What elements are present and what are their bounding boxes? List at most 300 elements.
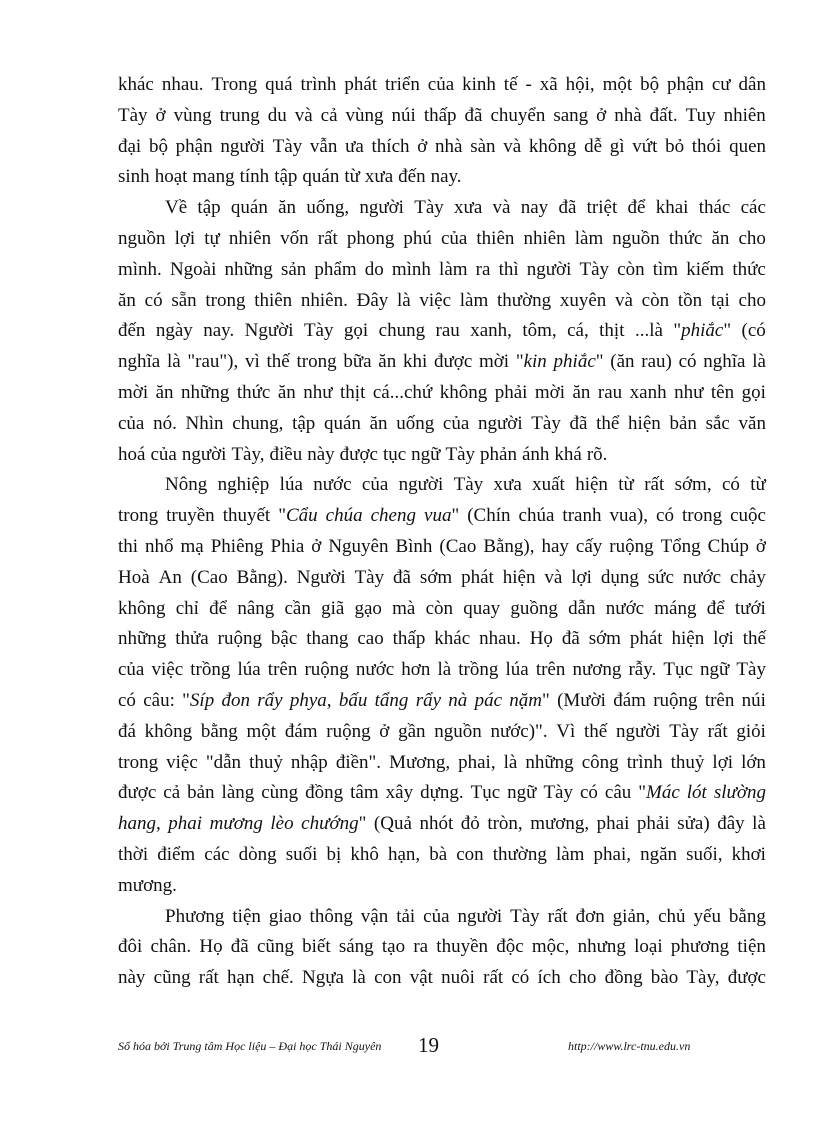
word: rất — [547, 905, 568, 927]
word: sớm, — [674, 474, 712, 496]
word: dễ — [584, 135, 603, 157]
word: thuỷ — [249, 751, 283, 773]
word: được — [118, 782, 157, 804]
word: quay — [463, 597, 501, 619]
word: bà — [429, 843, 448, 865]
word: là — [166, 351, 181, 373]
word: phải — [636, 813, 670, 835]
word: vùng — [345, 104, 384, 126]
text-line — [118, 563, 766, 594]
text-line — [118, 378, 766, 409]
word: nhiên — [723, 104, 766, 126]
word: Tục — [663, 659, 693, 681]
word: suối — [285, 843, 318, 865]
word: sản — [280, 258, 307, 280]
word: làm — [555, 843, 585, 865]
word: trình — [626, 751, 663, 773]
word: còn — [425, 597, 454, 619]
paragraph — [118, 70, 766, 193]
word: dụng — [600, 566, 639, 588]
word: lúa — [237, 659, 261, 681]
word: người — [359, 197, 404, 219]
word: truyền — [166, 505, 215, 527]
word: lèo — [270, 813, 294, 835]
word: nguồn — [612, 227, 660, 249]
word: Phia — [270, 535, 305, 557]
word: slường — [713, 782, 766, 804]
word: mạ — [180, 535, 204, 557]
word: phai — [168, 813, 203, 835]
text-line — [118, 347, 766, 378]
word: thiên — [254, 289, 293, 311]
word: ruộng — [653, 689, 698, 711]
word: điền". — [335, 751, 382, 773]
word: chảy — [730, 566, 766, 588]
text-line — [118, 532, 766, 563]
word: là — [752, 351, 766, 373]
word: Chúp — [707, 535, 749, 557]
word: mình. — [118, 258, 162, 280]
word: những — [525, 751, 574, 773]
word: điều — [269, 443, 303, 465]
word: ra — [413, 936, 429, 958]
word: ruộng — [609, 535, 654, 557]
word: chuyển — [490, 104, 546, 126]
document-body — [118, 70, 766, 994]
word: quán — [323, 412, 361, 434]
text-line — [118, 902, 766, 933]
word: người — [526, 258, 572, 280]
word: cấy — [575, 535, 603, 557]
word: trung — [219, 104, 260, 126]
word: tên — [710, 381, 735, 403]
word: văn — [738, 412, 766, 434]
word: đám — [613, 689, 646, 711]
word: thuỷ — [670, 751, 705, 773]
word: thế — [742, 628, 766, 650]
word: Tày — [118, 104, 148, 126]
text-line — [118, 440, 766, 471]
word: ngữ — [700, 659, 730, 681]
word: câu: — [143, 689, 175, 711]
word: ngữ — [411, 443, 441, 465]
word: nương — [572, 659, 622, 681]
word: người — [457, 905, 503, 927]
word: của — [423, 905, 450, 927]
word: núi — [741, 689, 766, 711]
word: ích — [537, 967, 561, 989]
word: An — [158, 566, 182, 588]
text-line — [118, 409, 766, 440]
word: nước)". — [490, 720, 548, 742]
word: lớn — [741, 751, 766, 773]
word: ngăn — [640, 843, 677, 865]
word: phiắc" — [553, 351, 604, 373]
word: hạn — [227, 967, 255, 989]
word: đã — [464, 104, 483, 126]
word: xưa — [454, 197, 483, 219]
word: (Chín — [467, 505, 511, 527]
word: ngày — [155, 320, 193, 342]
word: thịt — [599, 320, 625, 342]
word: nước — [355, 659, 395, 681]
word: Hoà — [118, 566, 150, 588]
word: thấp — [392, 628, 426, 650]
word: không — [118, 597, 166, 619]
word: cuộc — [730, 505, 766, 527]
word: Trong — [211, 74, 258, 95]
word: cả — [163, 782, 181, 804]
word: cũng — [256, 936, 294, 958]
word: biết — [302, 936, 331, 958]
word: nó. — [153, 412, 177, 434]
word: du — [267, 104, 287, 126]
paragraph — [118, 470, 766, 901]
word: như — [303, 381, 333, 403]
word: phai, — [593, 843, 631, 865]
word: Tày, — [231, 443, 265, 465]
word: "dẫn — [205, 751, 242, 773]
word: có — [656, 505, 674, 527]
word: đến — [118, 320, 146, 342]
word: đám — [284, 720, 318, 742]
word: lợi — [713, 628, 734, 650]
word: Tày — [579, 258, 610, 280]
word: trên — [535, 659, 566, 681]
word: nước — [605, 597, 645, 619]
word: khơi — [731, 843, 766, 865]
word: là — [352, 967, 366, 989]
text-line — [118, 162, 766, 193]
word: cư — [711, 74, 731, 95]
word: hang, — [118, 813, 161, 835]
word: tôm, — [522, 320, 557, 342]
page-footer — [118, 1035, 718, 1059]
word: nghiệp — [217, 474, 270, 496]
word: đã — [569, 412, 588, 434]
word: tâm — [350, 782, 379, 804]
word: ăn — [711, 227, 730, 249]
word: trong — [118, 751, 159, 773]
word: đôi — [118, 936, 143, 958]
word: của — [440, 227, 468, 249]
word: người — [477, 412, 523, 434]
word: ở — [311, 535, 322, 557]
word: kinh — [462, 74, 496, 95]
word: đon — [221, 689, 250, 711]
word: uống, — [306, 197, 350, 219]
word: như — [674, 381, 704, 403]
word: Nguyên — [328, 535, 389, 557]
word: (ăn — [610, 351, 635, 373]
word: để — [706, 597, 725, 619]
word: Phiêng — [210, 535, 264, 557]
word: thấp — [423, 104, 457, 126]
text-line — [118, 809, 766, 840]
word: có — [511, 967, 530, 989]
word: nước — [682, 566, 722, 588]
word: tục — [382, 443, 407, 465]
word: nghĩa — [703, 351, 746, 373]
word: rẩy — [415, 689, 442, 711]
word: vận — [360, 905, 389, 927]
word: làm — [459, 289, 489, 311]
word: nhiên — [228, 227, 272, 249]
text-line — [118, 594, 766, 625]
word: nay. — [203, 320, 235, 342]
word: Họ — [529, 628, 553, 650]
word: nuôi — [441, 967, 475, 989]
word: có — [678, 351, 697, 373]
word: khi — [402, 351, 428, 373]
word: quán — [230, 197, 268, 219]
word: được — [727, 967, 766, 989]
word: nhiên — [523, 227, 566, 249]
word: và — [503, 135, 522, 157]
word: đất. — [649, 104, 678, 126]
word: tập — [197, 197, 221, 219]
word: xuất — [532, 474, 565, 496]
word: "Síp — [182, 689, 215, 711]
text-line — [118, 748, 766, 779]
word: xanh — [629, 381, 667, 403]
word: chúa — [325, 505, 363, 527]
word: quen — [729, 135, 766, 157]
word: thức — [668, 227, 703, 249]
word: của — [118, 412, 145, 434]
word: người — [398, 474, 444, 496]
word: tranh — [562, 505, 602, 527]
word: tưới — [734, 597, 766, 619]
word: thích — [371, 135, 410, 157]
word: Bình — [395, 535, 433, 557]
word: Mương, — [389, 751, 451, 773]
footer-source: Số hóa bởi Trung tâm Học liệu – Đại học Thái Nguyên — [118, 1039, 382, 1053]
word: rất — [707, 720, 728, 742]
word: có — [721, 474, 740, 496]
word: Tục — [470, 782, 501, 804]
word: phẩm — [314, 258, 357, 280]
word: thuyết — [222, 505, 271, 527]
word: "Mác — [638, 782, 680, 804]
word: thì — [498, 258, 519, 280]
word: mương. — [118, 874, 177, 896]
word: thông — [309, 905, 353, 927]
text-line — [118, 963, 766, 994]
word: Phương — [165, 905, 225, 927]
text-line — [118, 932, 766, 963]
word: rau) — [641, 351, 672, 373]
word: rõ. — [586, 443, 608, 465]
word: phya, — [289, 689, 332, 711]
word: chung — [378, 320, 426, 342]
word: lợi — [174, 227, 196, 249]
word: vật — [409, 967, 433, 989]
word: người — [615, 720, 661, 742]
word: Tày — [303, 320, 334, 342]
word: xã — [539, 74, 558, 95]
word: rất — [198, 967, 219, 989]
word: và — [492, 197, 511, 219]
word: rẫy. — [628, 659, 657, 681]
word: nhau. — [161, 74, 204, 95]
word: rất — [483, 967, 504, 989]
word: cheng — [370, 505, 416, 527]
word: bỏ — [665, 135, 685, 157]
word: trình — [300, 74, 337, 95]
word: người — [181, 443, 227, 465]
word: lúa — [279, 474, 303, 496]
word: từ — [618, 474, 634, 496]
word: đỏ — [460, 813, 480, 835]
word: Tổng — [660, 535, 701, 557]
word: thức — [732, 258, 766, 280]
text-line — [118, 501, 766, 532]
word: Bằng), — [483, 535, 535, 557]
word: lợi — [571, 566, 592, 588]
word: việc — [419, 289, 452, 311]
word: nhập — [290, 751, 328, 773]
word: câu — [604, 782, 632, 804]
word: công — [581, 751, 619, 773]
word: nguồn — [434, 720, 482, 742]
word: thể — [596, 412, 620, 434]
text-line — [118, 193, 766, 224]
word: khác — [434, 628, 471, 650]
word: nặm" — [509, 689, 550, 711]
word: tạo — [381, 936, 406, 958]
word: "rau"), — [187, 351, 239, 373]
word: đã — [393, 566, 411, 588]
word: đá — [118, 720, 136, 742]
word: có — [118, 689, 136, 711]
word: mà — [392, 597, 416, 619]
word: này — [307, 443, 335, 465]
word: vùng — [173, 104, 212, 126]
word: phai, — [458, 751, 496, 773]
word: nâng — [237, 597, 275, 619]
word: thiên — [476, 227, 515, 249]
word: cho — [568, 967, 597, 989]
word: vẫn — [309, 135, 338, 157]
word: phương — [670, 936, 730, 958]
word: chúa — [518, 505, 555, 527]
word: ở — [755, 535, 766, 557]
word: xưa — [493, 474, 522, 496]
word: gì — [609, 135, 625, 157]
word: nguồn — [118, 227, 166, 249]
word: hơn — [401, 659, 431, 681]
word: thác — [698, 197, 731, 219]
word: là — [752, 813, 766, 835]
word: phản — [480, 443, 517, 465]
word: giản, — [612, 905, 651, 927]
footer-url: http://www.lrc-tnu.edu.vn — [568, 1039, 691, 1053]
word: gọi — [343, 320, 369, 342]
word: sinh — [118, 166, 150, 188]
word: làm — [574, 227, 604, 249]
word: Nhìn — [185, 412, 224, 434]
text-line — [118, 316, 766, 347]
word: chung, — [232, 412, 284, 434]
word: không — [144, 720, 193, 742]
word: bằng — [200, 720, 238, 742]
word: ăn — [378, 351, 397, 373]
text-line — [118, 717, 766, 748]
text-line — [118, 470, 766, 501]
word: Tày — [510, 905, 540, 927]
word: tính — [239, 166, 270, 188]
word: vua" — [424, 505, 460, 527]
word: (có — [741, 320, 766, 342]
word: giỏi — [736, 720, 766, 742]
word: trên — [267, 659, 298, 681]
text-line — [118, 224, 766, 255]
word: ở — [379, 720, 390, 742]
word: bậc — [270, 628, 298, 650]
word: nước — [313, 474, 352, 496]
word: con — [456, 843, 484, 865]
word: chế. — [262, 967, 294, 989]
word: đã — [561, 628, 580, 650]
word: trên — [704, 689, 735, 711]
word: cả — [320, 104, 338, 126]
word: Ngựa — [302, 967, 344, 989]
word: tìm — [652, 258, 679, 280]
word: máng — [654, 597, 697, 619]
word: vốn — [280, 227, 309, 249]
word: hoạt — [154, 166, 188, 188]
word: Bằng). — [236, 566, 288, 588]
word: nà — [448, 689, 468, 711]
word: phát — [461, 566, 494, 588]
word: lúa — [505, 659, 529, 681]
word: rất — [644, 474, 665, 496]
paragraph — [118, 193, 766, 470]
word: từ — [344, 166, 360, 188]
word: và — [544, 566, 563, 588]
word: cá...chứ — [372, 381, 433, 403]
word: các — [204, 843, 230, 865]
text-line — [118, 840, 766, 871]
word: sáng — [338, 936, 374, 958]
word: Vì — [556, 720, 576, 742]
word: gọi — [741, 381, 766, 403]
word: sớm — [588, 628, 621, 650]
word: ngữ — [507, 782, 537, 804]
word: Tày — [414, 197, 444, 219]
text-line — [118, 132, 766, 163]
word: và — [615, 289, 633, 311]
word: thuyền — [436, 936, 489, 958]
word: uống — [396, 412, 435, 434]
word: dân — [738, 74, 766, 95]
text-line — [118, 286, 766, 317]
word: dựng. — [420, 782, 464, 804]
word: khác — [118, 74, 154, 95]
word: của — [442, 412, 470, 434]
word: nhiên. — [300, 289, 348, 311]
word: một — [602, 74, 633, 95]
word: đơn — [575, 905, 605, 927]
text-line — [118, 778, 766, 809]
word: mời — [118, 381, 149, 403]
word: ăn — [277, 381, 296, 403]
word: khô — [350, 843, 379, 865]
word: Tày — [669, 720, 699, 742]
word: thang — [306, 628, 349, 650]
word: và — [294, 104, 313, 126]
